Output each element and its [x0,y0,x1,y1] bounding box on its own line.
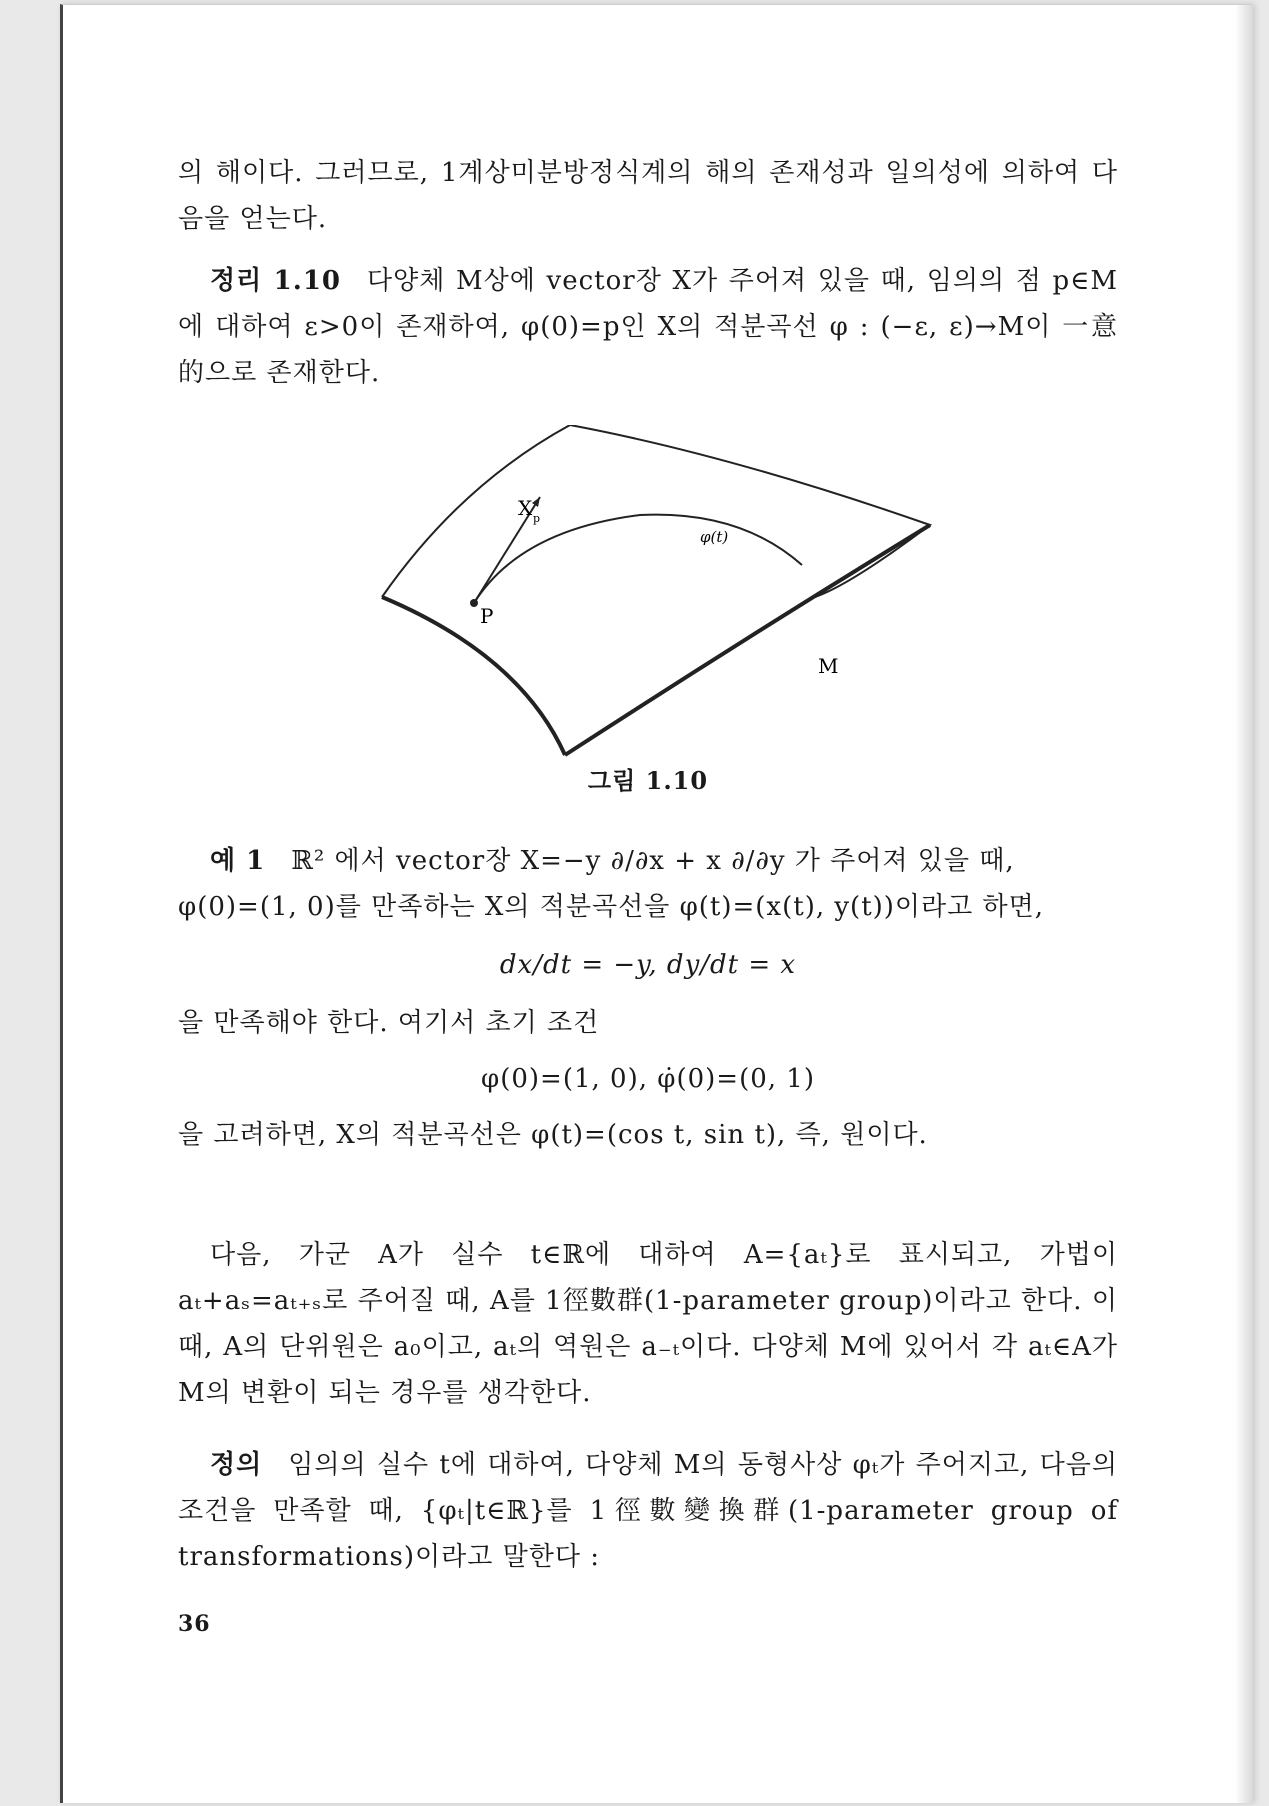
equation-1: dx/dt = −y, dy/dt = x [499,950,797,980]
definition-block [178,1442,1118,1580]
theorem-label: 정리 1.10 [210,266,342,296]
manifold-diagram [370,425,950,765]
label-xp-subscript: p [533,512,541,525]
point-p [470,599,478,607]
label-m: M [818,654,839,678]
paragraph-2: 다음, 가군 A가 실수 t∈ℝ에 대하여 A={aₜ}로 표시되고, 가법이 aₜ+aₛ=aₜ₊ₛ로 주어질 때, A를 1徑數群(1-parameter group)이라고 한다. 이때, A의 단위원은 a₀이고, aₜ의 역원은 a₋ₜ이다. 다양체 M에 있어서 각 aₜ∈A가 M의 변환이 되는 경우를 생각한다. [178,1240,1118,1408]
vector-arrowhead [532,497,540,507]
paragraph-1: 의 해이다. 그러므로, 1계상미분방정식계의 해의 존재성과 일의성에 의하여 다음을 얻는다. [178,158,1118,234]
surface-top-left-edge [382,425,570,597]
figure-caption-wrap [178,758,1118,804]
label-xp: X [518,496,533,520]
theorem-block [178,258,1118,396]
label-p: P [480,604,494,628]
example-line-4: 을 고려하면, X의 적분곡선은 φ(t)=(cos t, sin t), 즉, 원이다. [178,1120,928,1150]
example-line-3: 을 만족해야 한다. 여기서 초기 조건 [178,1008,600,1038]
example-line-2: φ(0)=(1, 0)를 만족하는 X의 적분곡선을 φ(t)=(x(t), y(t))이라고 하면, [178,892,1045,922]
example-block [178,838,1118,1158]
figure-caption: 그림 1.10 [587,766,709,795]
equation-2: φ(0)=(1, 0), φ̇(0)=(0, 1) [481,1064,815,1094]
surface-top-right-edge [570,425,930,597]
page-edge-shadow [1235,5,1253,1803]
definition-label: 정의 [210,1450,263,1480]
example-line-1: ℝ² 에서 vector장 X=−y ∂/∂x + x ∂/∂y 가 주어져 있을 때, [291,846,1015,876]
surface-bottom-left-edge [382,597,565,755]
footer [178,1600,1118,1647]
theorem-text: 다양체 M상에 vector장 X가 주어져 있을 때, 임의의 점 p∈M에 대하여 ε>0이 존재하여, φ(0)=p인 X의 적분곡선 φ : (−ε, ε)→M이 一意的으로 존재한다. [178,266,1119,388]
definition-text: 임의의 실수 t에 대하여, 다양체 M의 동형사상 φₜ가 주어지고, 다음의 조건을 만족할 때, {φₜ|t∈ℝ}를 1徑數變換群(1-parameter group of transformations)이라고 말한다 : [178,1450,1118,1572]
page-number: 36 [178,1611,211,1637]
example-label: 예 1 [210,846,266,876]
integral-curve [474,515,802,603]
label-curve: φ(t) [700,528,729,546]
paragraph-intro [178,150,1118,242]
paragraph-group [178,1232,1118,1416]
figure-1-10 [370,425,950,765]
surface-bottom-right-edge [565,525,930,755]
